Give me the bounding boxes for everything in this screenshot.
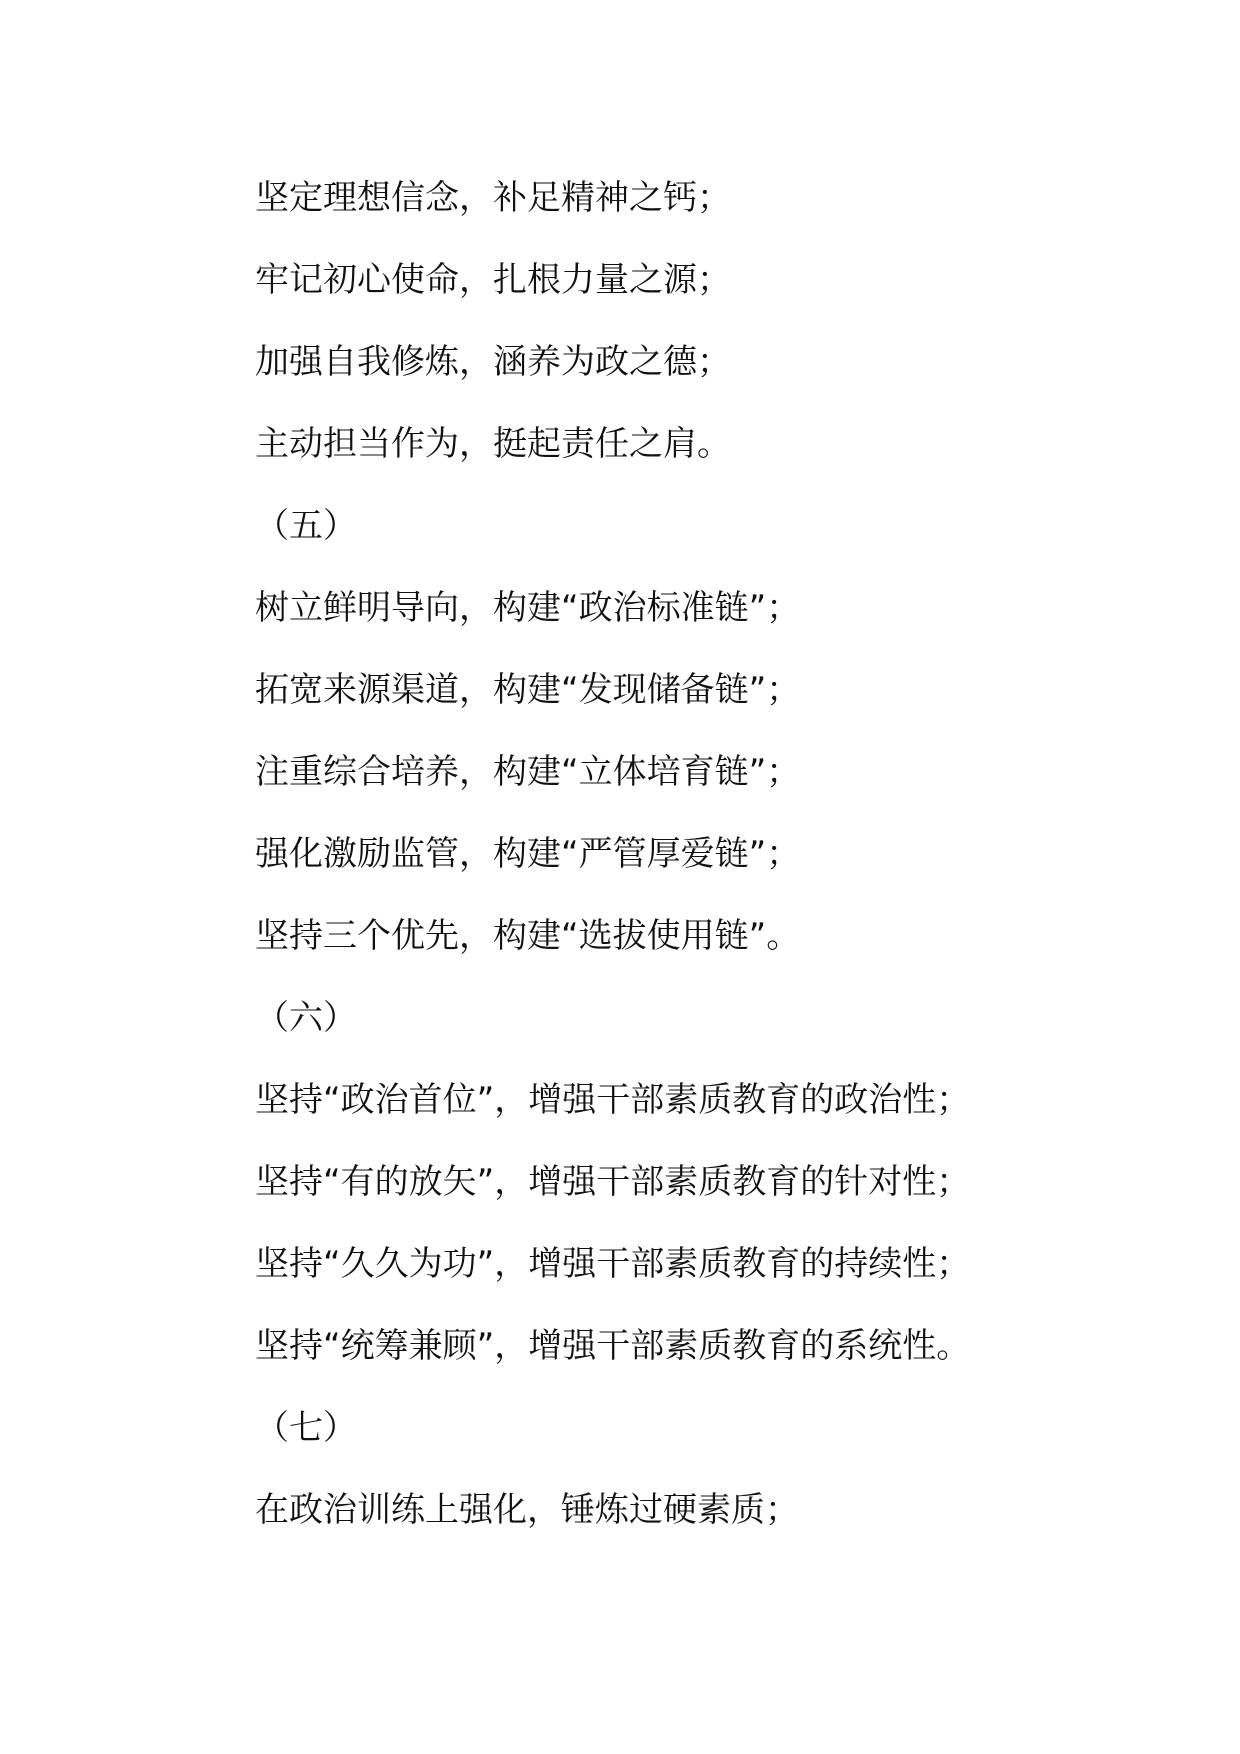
section-heading: （五） [255, 506, 357, 546]
text-line: 拓宽来源渠道，构建“发现储备链”； [255, 670, 801, 710]
text-line: 在政治训练上强化，锤炼过硬素质； [255, 1490, 799, 1530]
text-line: 坚持“政治首位”，增强干部素质教育的政治性； [255, 1080, 971, 1120]
section-heading: （七） [255, 1408, 357, 1448]
text-line: 坚持“久久为功”，增强干部素质教育的持续性； [255, 1244, 971, 1284]
text-line: 坚持“有的放矢”，增强干部素质教育的针对性； [255, 1162, 971, 1202]
text-line: 注重综合培养，构建“立体培育链”； [255, 752, 801, 792]
document-body [255, 168, 1155, 1562]
text-line: 主动担当作为，挺起责任之肩。 [255, 424, 731, 464]
text-line: 树立鲜明导向，构建“政治标准链”； [255, 588, 801, 628]
text-line: 坚持三个优先，构建“选拔使用链”。 [255, 916, 801, 956]
text-line: 坚持“统筹兼顾”，增强干部素质教育的系统性。 [255, 1326, 971, 1366]
text-line: 强化激励监管，构建“严管厚爱链”； [255, 834, 801, 874]
section-heading: （六） [255, 998, 357, 1038]
text-line: 坚定理想信念，补足精神之钙； [255, 178, 731, 218]
text-line: 牢记初心使命，扎根力量之源； [255, 260, 731, 300]
text-line: 加强自我修炼，涵养为政之德； [255, 342, 731, 382]
